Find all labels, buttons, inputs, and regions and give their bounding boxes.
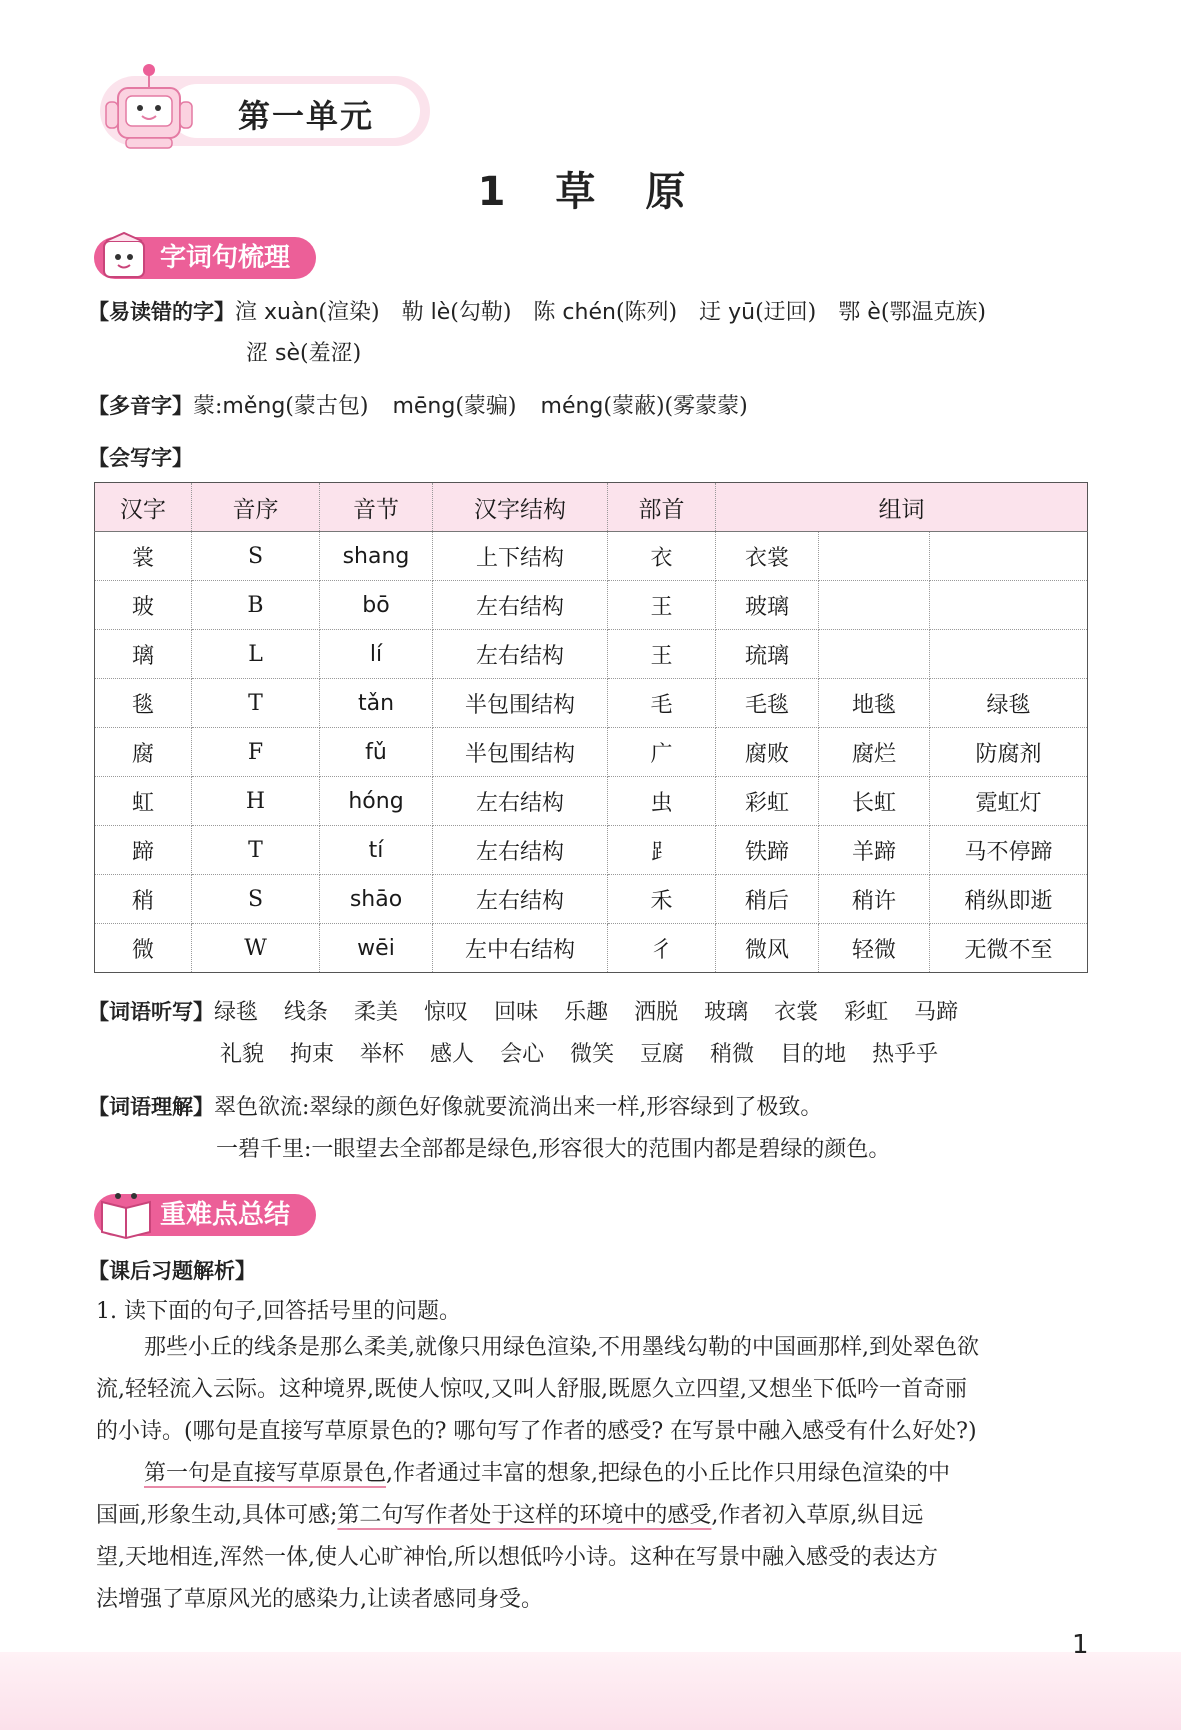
dictation-word: 线条 (284, 1000, 329, 1025)
easy-wrong-line-2 (246, 336, 383, 367)
polyphonic-item (222, 394, 368, 419)
exercise-question-1: 1. 读下面的句子,回答括号里的问题。 (96, 1299, 461, 1324)
table-cell: 毯 (95, 679, 192, 728)
dictation-word: 马蹄 (914, 1000, 959, 1025)
table-row (95, 875, 1088, 924)
header-structure: 汉字结构 (433, 483, 608, 532)
table-row (95, 728, 1088, 777)
answer-line-4: 法增强了草原风光的感染力,让读者感同身受。 (96, 1587, 543, 1612)
table-cell: 蹄 (95, 826, 192, 875)
dictation-word: 乐趣 (564, 1000, 609, 1025)
section-summary-pill (94, 1194, 316, 1236)
easy-wrong-word: (渲染) (318, 300, 380, 325)
answer-line-2 (96, 1495, 1086, 1537)
table-cell: shāo (320, 875, 433, 924)
polyphonic-pinyin: mēng (392, 394, 456, 419)
easy-wrong-label: 【易读错的字】 (88, 300, 235, 324)
table-cell: L (192, 630, 320, 679)
table-cell: 长虹 (819, 777, 930, 826)
table-cell: tí (320, 826, 433, 875)
easy-wrong-char: 勒 (401, 300, 424, 325)
table-row (95, 630, 1088, 679)
table-cell: S (192, 532, 320, 581)
dictation-word: 稍微 (710, 1042, 755, 1067)
table-cell: 半包围结构 (433, 728, 608, 777)
table-cell: 左中右结构 (433, 924, 608, 973)
answer-text-2a: 国画,形象生动,具体可感; (96, 1503, 338, 1528)
understanding-line-1 (88, 1090, 822, 1121)
understanding-text-2: 一碧千里:一眼望去全部都是绿色,形容很大的范围内都是碧绿的颜色。 (216, 1137, 891, 1162)
table-cell: 稍 (95, 875, 192, 924)
table-cell: 地毯 (819, 679, 930, 728)
table-cell: 腐 (95, 728, 192, 777)
footer-band (0, 1652, 1181, 1730)
dictation-line-1 (88, 995, 984, 1026)
table-cell: 左右结构 (433, 875, 608, 924)
table-cell (819, 581, 930, 630)
table-cell: bō (320, 581, 433, 630)
lesson-title: 1 草 原 (477, 169, 704, 215)
dictation-line-2 (220, 1037, 964, 1068)
table-cell: 绿毯 (930, 679, 1088, 728)
section-vocab-pill (94, 237, 316, 279)
table-cell: 王 (608, 630, 716, 679)
table-cell: 王 (608, 581, 716, 630)
table-cell: lí (320, 630, 433, 679)
header-order: 音序 (192, 483, 320, 532)
table-cell: tǎn (320, 679, 433, 728)
polyphonic-word: (蒙骗) (455, 394, 517, 419)
exercise-label: 【课后习题解析】 (88, 1259, 256, 1283)
open-book-icon (98, 1188, 154, 1240)
dictation-word: 回味 (494, 1000, 539, 1025)
easy-wrong-char: 迂 (699, 300, 722, 325)
table-row (95, 777, 1088, 826)
easy-wrong-item (838, 300, 986, 325)
dictation-label: 【词语听写】 (88, 1000, 214, 1024)
table-cell: 腐败 (716, 728, 819, 777)
table-cell (930, 532, 1088, 581)
table-cell (819, 532, 930, 581)
table-cell: shang (320, 532, 433, 581)
dictation-word: 豆腐 (640, 1042, 685, 1067)
easy-wrong-pinyin: chén (555, 300, 616, 325)
dictation-word: 礼貌 (220, 1042, 265, 1067)
table-row (95, 924, 1088, 973)
table-cell: 彩虹 (716, 777, 819, 826)
dictation-word: 柔美 (354, 1000, 399, 1025)
polyphonic-line (88, 389, 772, 420)
section-vocab-title: 字词句梳理 (160, 243, 291, 273)
table-cell: 羊蹄 (819, 826, 930, 875)
easy-wrong-char: 渲 (235, 300, 258, 325)
easy-wrong-word: (陈列) (615, 300, 678, 325)
dictation-word: 绿毯 (214, 1000, 259, 1025)
table-cell: 毛 (608, 679, 716, 728)
easy-wrong-word: (勾勒) (450, 300, 512, 325)
table-cell: 腐烂 (819, 728, 930, 777)
dictation-word: 惊叹 (424, 1000, 469, 1025)
polyphonic-pinyin: měng (222, 394, 286, 419)
dictation-word: 玻璃 (704, 1000, 749, 1025)
table-cell: wēi (320, 924, 433, 973)
easy-wrong-word: (迂回) (755, 300, 817, 325)
table-cell: 马不停蹄 (930, 826, 1088, 875)
table-row (95, 532, 1088, 581)
table-cell: S (192, 875, 320, 924)
polyphonic-word: (蒙古包) (285, 394, 369, 419)
table-cell: 微风 (716, 924, 819, 973)
page-number: 1 (1072, 1630, 1089, 1660)
table-cell: 半包围结构 (433, 679, 608, 728)
table-cell: hóng (320, 777, 433, 826)
table-cell: 左右结构 (433, 581, 608, 630)
table-row (95, 679, 1088, 728)
dictation-word: 微笑 (570, 1042, 615, 1067)
easy-wrong-item (699, 300, 816, 325)
section-summary-title: 重难点总结 (160, 1200, 291, 1230)
table-cell: 广 (608, 728, 716, 777)
table-cell (930, 630, 1088, 679)
write-characters-table (94, 482, 1088, 973)
easy-wrong-pinyin: sè (268, 341, 301, 366)
table-cell: 琉璃 (716, 630, 819, 679)
easy-wrong-pinyin: xuàn (257, 300, 319, 325)
table-cell: 稍纵即逝 (930, 875, 1088, 924)
polyphonic-item (541, 394, 748, 419)
dictation-word: 热乎乎 (872, 1042, 939, 1067)
easy-wrong-item (246, 341, 361, 366)
easy-wrong-line-1 (88, 295, 1008, 326)
polyphonic-label: 【多音字】 (88, 394, 193, 418)
table-cell: 裳 (95, 532, 192, 581)
exercise-passage (96, 1327, 1086, 1621)
table-cell: 霓虹灯 (930, 777, 1088, 826)
table-cell (819, 630, 930, 679)
dictation-word: 举杯 (360, 1042, 405, 1067)
header-syllable: 音节 (320, 483, 433, 532)
table-cell: fǔ (320, 728, 433, 777)
write-label: 【会写字】 (88, 446, 193, 470)
table-cell: H (192, 777, 320, 826)
table-cell: W (192, 924, 320, 973)
answer-highlight-1: 第一句是直接写草原景色 (144, 1461, 387, 1486)
table-row (95, 826, 1088, 875)
dictation-word: 会心 (500, 1042, 545, 1067)
dictation-word: 洒脱 (634, 1000, 679, 1025)
table-cell: F (192, 728, 320, 777)
easy-wrong-pinyin: lè (423, 300, 451, 325)
answer-line-3: 望,天地相连,浑然一体,使人心旷神怡,所以想低吟小诗。这种在写景中融入感受的表达方 (96, 1545, 938, 1570)
dictation-word: 拘束 (290, 1042, 335, 1067)
robot-mascot-icon (96, 52, 216, 152)
table-cell: 虫 (608, 777, 716, 826)
easy-wrong-char: 陈 (533, 300, 556, 325)
passage-line-3: 的小诗。(哪句是直接写草原景色的? 哪句写了作者的感受? 在写景中融入感受有什么好处?) (96, 1419, 977, 1444)
table-cell: 玻璃 (716, 581, 819, 630)
table-cell: B (192, 581, 320, 630)
table-cell: 稍许 (819, 875, 930, 924)
table-cell: 防腐剂 (930, 728, 1088, 777)
table-cell: 衣 (608, 532, 716, 581)
dictation-word: 衣裳 (774, 1000, 819, 1025)
answer-line-1 (96, 1453, 1086, 1495)
dictation-word: 彩虹 (844, 1000, 889, 1025)
easy-wrong-word: (羞涩) (300, 341, 362, 366)
passage-line-2: 流,轻轻流入云际。这种境界,既使人惊叹,又叫人舒服,既愿久立四望,又想坐下低吟一首奇丽 (96, 1377, 967, 1402)
answer-highlight-2: 第二句写作者处于这样的环境中的感受 (337, 1503, 712, 1528)
table-cell: 虹 (95, 777, 192, 826)
dictation-word: 目的地 (780, 1042, 847, 1067)
easy-wrong-item (402, 300, 512, 325)
table-cell: 微 (95, 924, 192, 973)
table-cell: T (192, 679, 320, 728)
dictation-word: 感人 (430, 1042, 475, 1067)
table-cell: 轻微 (819, 924, 930, 973)
table-cell: 衣裳 (716, 532, 819, 581)
table-cell: 上下结构 (433, 532, 608, 581)
header-words: 组词 (716, 483, 1088, 532)
table-cell: 毛毯 (716, 679, 819, 728)
understanding-label: 【词语理解】 (88, 1095, 214, 1119)
header-char: 汉字 (95, 483, 192, 532)
passage-line-1: 那些小丘的线条是那么柔美,就像只用绿色渲染,不用墨线勾勒的中国画那样,到处翠色欲 (144, 1335, 979, 1360)
easy-wrong-char: 鄂 (838, 300, 861, 325)
table-cell: 玻 (95, 581, 192, 630)
table-cell: ⻊ (608, 826, 716, 875)
table-cell: 左右结构 (433, 630, 608, 679)
easy-wrong-item (235, 300, 380, 325)
table-cell: 左右结构 (433, 777, 608, 826)
polyphonic-word: (蒙蔽)(雾蒙蒙) (603, 394, 748, 419)
polyphonic-char: 蒙: (193, 394, 223, 419)
table-cell (930, 581, 1088, 630)
table-row (95, 581, 1088, 630)
table-cell: 稍后 (716, 875, 819, 924)
polyphonic-pinyin: méng (540, 394, 604, 419)
table-header-row (95, 483, 1088, 532)
easy-wrong-char: 涩 (246, 341, 269, 366)
easy-wrong-pinyin: yū (721, 300, 756, 325)
table-cell: 铁蹄 (716, 826, 819, 875)
header-radical: 部首 (608, 483, 716, 532)
answer-text-1: ,作者通过丰富的想象,把绿色的小丘比作只用绿色渲染的中 (386, 1461, 951, 1486)
easy-wrong-word: (鄂温克族) (880, 300, 986, 325)
understanding-text-1: 翠色欲流:翠绿的颜色好像就要流淌出来一样,形容绿到了极致。 (214, 1095, 823, 1120)
easy-wrong-pinyin: è (860, 300, 881, 325)
table-cell: T (192, 826, 320, 875)
polyphonic-item (392, 394, 516, 419)
table-cell: 左右结构 (433, 826, 608, 875)
unit-title: 第一单元 (238, 97, 375, 135)
table-cell: 禾 (608, 875, 716, 924)
table-cell: 无微不至 (964, 937, 1053, 963)
table-cell: 璃 (95, 630, 192, 679)
answer-text-2c: ,作者初入草原,纵目远 (711, 1503, 924, 1528)
easy-wrong-item (533, 300, 677, 325)
book-mascot-icon (98, 231, 154, 283)
table-cell: 彳 (608, 924, 716, 973)
